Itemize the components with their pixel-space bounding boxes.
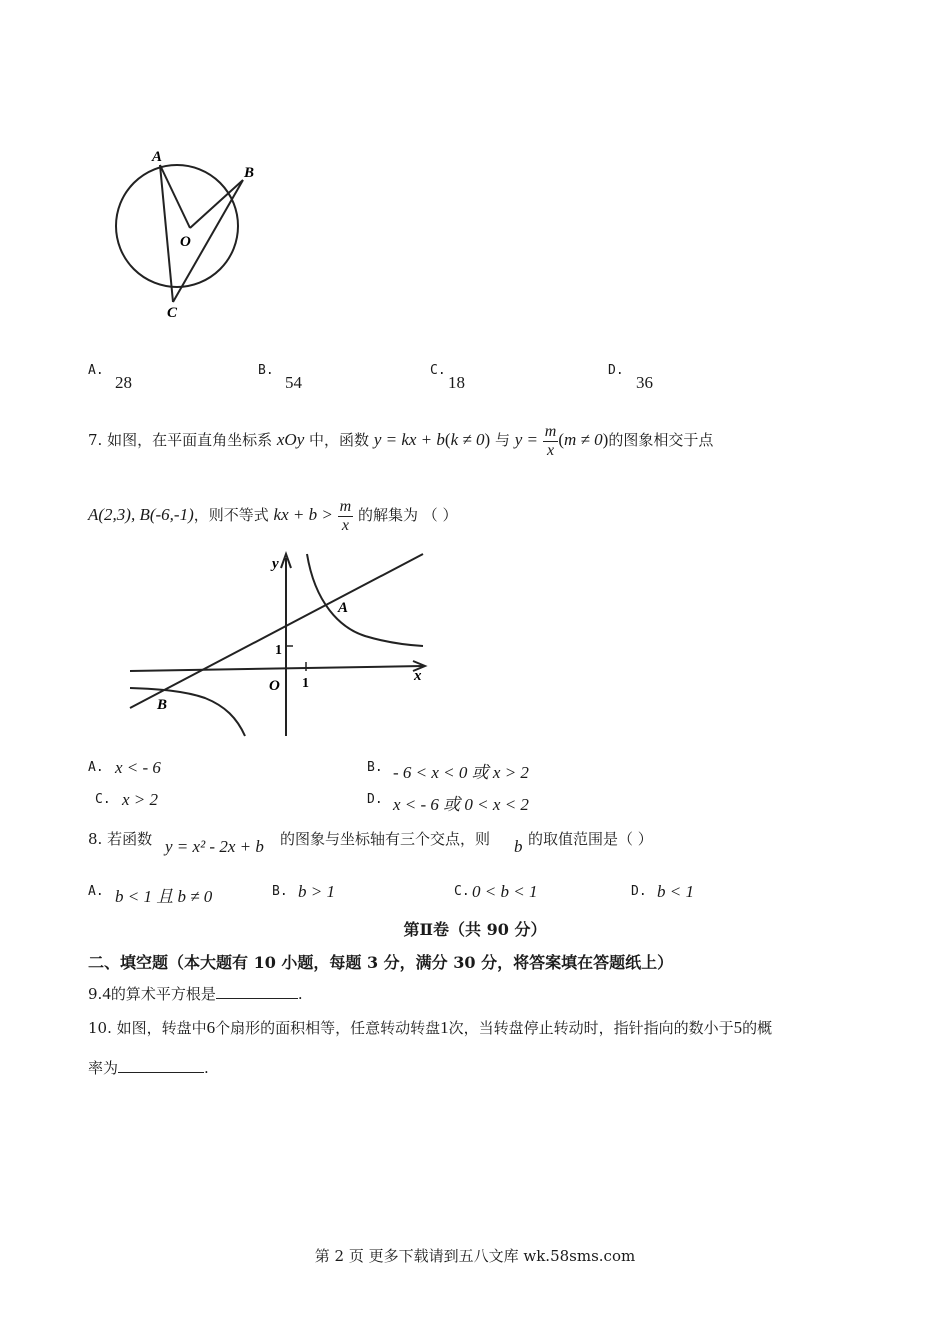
- q7-line2-tail: 的解集为: [357, 506, 418, 524]
- q7-linear-func: y = kx + b: [373, 430, 445, 449]
- x-axis: [130, 666, 423, 671]
- label-a: A: [152, 149, 163, 165]
- part2-title: 第Ⅱ卷（共 90 分）: [403, 920, 547, 939]
- graph-label-a: A: [338, 600, 349, 616]
- q7-option-d-label: D.: [367, 792, 383, 807]
- q6-option-c-label: C.: [430, 363, 446, 378]
- q10-p4: 的概: [742, 1019, 773, 1037]
- q9-line: [88, 983, 303, 1004]
- q10-p3: 次，当转盘停止转动时，指针指向的数小于: [448, 1019, 734, 1037]
- q7-option-d-value: x < - 6 或 0 < x < 2: [393, 795, 529, 814]
- q7-option-a-value: x < - 6: [115, 758, 161, 777]
- q10-line2-text: 率为: [88, 1059, 119, 1077]
- q7-option-b-label: B.: [367, 760, 383, 775]
- q7-option-a-label: A.: [88, 760, 104, 775]
- q8-option-d-value: b < 1: [657, 882, 694, 901]
- q7-stem-tail: 的图象相交于点: [608, 431, 714, 449]
- q8-var: b: [514, 837, 523, 856]
- q6-option-c-value: 18: [448, 373, 465, 392]
- q7-option-c-label: C.: [95, 792, 111, 807]
- q10-line2: [88, 1057, 209, 1078]
- q8-option-a-value: b < 1 且 b ≠ 0: [115, 887, 213, 906]
- q8-option-b-label: B.: [272, 884, 288, 899]
- graph-label-y: y: [272, 556, 279, 572]
- q6-option-a-value: 28: [115, 373, 132, 392]
- q7-option-b-value: - 6 < x < 0 或 x > 2: [393, 763, 529, 782]
- circle-figure: [110, 140, 285, 325]
- q8-function: y = x² - 2x + b: [165, 837, 264, 856]
- q8-option-b-value: b > 1: [298, 882, 335, 901]
- q8-option-a-label: A.: [88, 884, 104, 899]
- q7-ineq-fraction: [338, 498, 354, 535]
- q10-n2: 1: [440, 1018, 449, 1037]
- q8-mid: 的图象与坐标轴有三个交点，则: [280, 830, 491, 848]
- graph-label-o: O: [269, 678, 280, 694]
- q10-n3: 5: [733, 1018, 743, 1037]
- q7-recip-fraction: [543, 423, 559, 460]
- graph-label-b: B: [157, 697, 168, 713]
- chord-ac: [160, 165, 173, 302]
- q7-recip-cond: m ≠ 0: [564, 430, 603, 449]
- q10-p2: 个扇形的面积相等，任意转动转盘: [215, 1019, 441, 1037]
- q6-option-b-value: 54: [285, 373, 302, 392]
- q7-stem-prefix: 7. 如图，在平面直角坐标系: [88, 431, 273, 449]
- radius-ob: [190, 180, 243, 228]
- page-footer: 第 2 页 更多下载请到五八文库 wk.58sms.com: [314, 1247, 636, 1265]
- q6-option-b-label: B.: [258, 363, 274, 378]
- q7-points: A(2,3), B(-6,-1): [88, 505, 194, 524]
- q9-text: 的算术平方根是: [110, 985, 216, 1003]
- q10-line1: [88, 1015, 772, 1041]
- q8-option-c-label: C.: [454, 884, 470, 899]
- q8-prefix: 8. 若函数: [88, 830, 153, 848]
- graph-label-x: x: [414, 668, 422, 684]
- q7-ineq-lhs: kx + b >: [273, 505, 333, 524]
- q7-ineq-den: x: [341, 516, 349, 534]
- q6-option-a-label: A.: [88, 363, 104, 378]
- q7-recip-lhs: y =: [514, 430, 539, 449]
- q10-answer-blank[interactable]: [118, 1058, 204, 1073]
- hyperbola-branch-q1: [307, 554, 423, 646]
- q7-graph: [125, 548, 435, 738]
- q10-n1: 6: [206, 1018, 216, 1037]
- q7-stem-line2: [88, 495, 458, 535]
- q8-tail: 的取值范围是（ ）: [528, 830, 653, 848]
- q7-ineq-num: m: [339, 497, 352, 515]
- q10-end: .: [204, 1059, 209, 1077]
- q7-line2-mid: ，则不等式: [193, 506, 269, 524]
- q9-answer-blank[interactable]: [216, 984, 298, 999]
- label-o: O: [180, 234, 191, 250]
- graph-label-one-x: 1: [302, 676, 309, 691]
- q7-stem-mid2: 与: [494, 431, 510, 449]
- section-heading: 二、填空题（本大题有 10 小题，每题 3 分，满分 30 分，将答案填在答题纸上）: [88, 953, 674, 972]
- q9-end: .: [297, 985, 303, 1003]
- label-b: B: [244, 165, 255, 181]
- q7-stem-mid1: 中，函数: [309, 431, 370, 449]
- q6-option-d-value: 36: [636, 373, 653, 392]
- q8-option-d-label: D.: [631, 884, 647, 899]
- q9-prefix: 9.: [88, 985, 103, 1003]
- q9-num: 4: [102, 984, 111, 1003]
- q7-option-c-value: x > 2: [122, 790, 159, 809]
- q7-stem-line1: 7. 如图，在平面直角坐标系 xOy 中，函数 y = kx + b(k ≠ 0) 与 y = $\frac{m}{x}$ (m ≠ 0)的图象相交于点: [88, 422, 714, 459]
- q7-answer-paren: （ ）: [422, 506, 458, 524]
- q7-linear-cond: k ≠ 0: [450, 430, 485, 449]
- label-c: C: [167, 305, 178, 321]
- q7-recip-num: m: [544, 422, 557, 440]
- q6-option-d-label: D.: [608, 363, 624, 378]
- hyperbola-branch-q3: [130, 688, 245, 736]
- q7-coord-system: xOy: [276, 430, 305, 449]
- q8-option-c-value: 0 < b < 1: [472, 882, 538, 901]
- q7-recip-den: x: [547, 441, 555, 459]
- q10-p1: 10. 如图，转盘中: [88, 1019, 207, 1037]
- graph-label-one-y: 1: [275, 643, 282, 658]
